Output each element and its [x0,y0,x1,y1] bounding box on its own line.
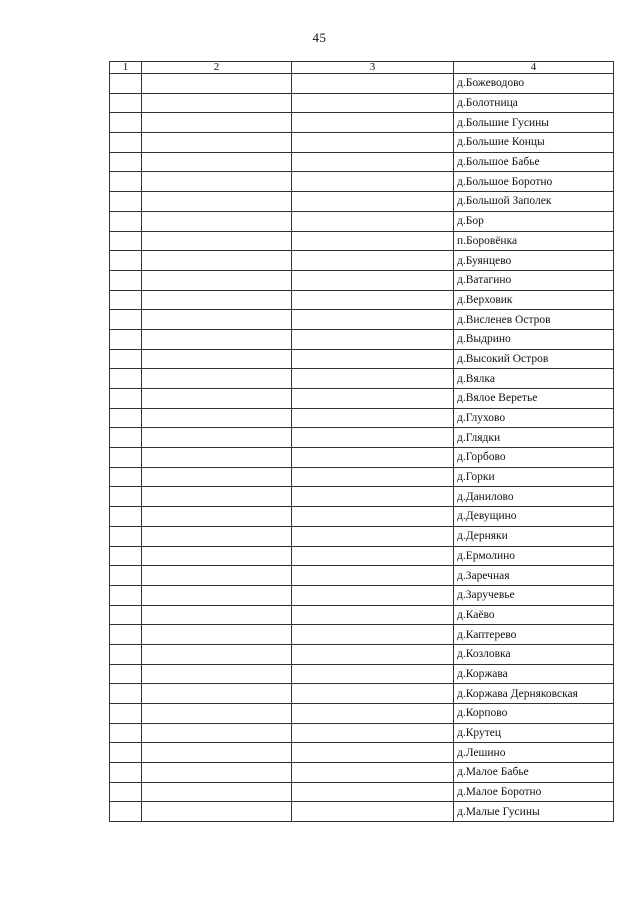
table-row [110,644,614,664]
table-cell-col3 [292,585,454,605]
table-cell-col2 [142,664,292,684]
settlement-name-cell: д.Лешино [454,743,614,763]
page-number: 45 [312,30,327,45]
settlement-name-cell: п.Боровёнка [454,231,614,251]
table-cell-col1 [110,408,142,428]
table-row [110,585,614,605]
table-cell-col1 [110,211,142,231]
table-row [110,763,614,783]
table-cell-col2 [142,566,292,586]
table-row [110,93,614,113]
table-cell-col2 [142,605,292,625]
settlement-name-cell: д.Вялка [454,369,614,389]
settlement-name-cell: д.Большой Заполек [454,192,614,212]
table-cell-col3 [292,487,454,507]
table-cell-col2 [142,743,292,763]
settlement-name-cell: д.Божеводово [454,74,614,94]
settlement-name-cell: д.Корпово [454,704,614,724]
settlement-name-cell: д.Дерняки [454,526,614,546]
settlement-name-cell: д.Бор [454,211,614,231]
table-cell-col3 [292,802,454,822]
table-row [110,172,614,192]
table-row [110,448,614,468]
settlements-table [109,61,614,822]
table-row [110,152,614,172]
table-row [110,192,614,212]
settlement-name-cell: д.Болотница [454,93,614,113]
table-cell-col2 [142,723,292,743]
table-cell-col1 [110,684,142,704]
table-cell-col3 [292,664,454,684]
table-cell-col1 [110,644,142,664]
table-cell-col2 [142,526,292,546]
table-row [110,743,614,763]
table-cell-col1 [110,723,142,743]
table-cell-col3 [292,743,454,763]
table-row [110,251,614,271]
table-cell-col1 [110,546,142,566]
table-cell-col1 [110,448,142,468]
table-cell-col3 [292,684,454,704]
table-cell-col1 [110,743,142,763]
table-row [110,329,614,349]
table-row [110,605,614,625]
table-cell-col2 [142,428,292,448]
table-header-row [110,62,614,74]
table-cell-col3 [292,290,454,310]
settlement-name-cell: д.Коржава [454,664,614,684]
table-cell-col2 [142,802,292,822]
settlement-name-cell: д.Заречная [454,566,614,586]
settlement-name-cell: д.Горки [454,467,614,487]
table-cell-col2 [142,625,292,645]
table-cell-col3 [292,782,454,802]
table-cell-col1 [110,664,142,684]
table-cell-col1 [110,763,142,783]
table-row [110,487,614,507]
table-row [110,664,614,684]
table-cell-col1 [110,467,142,487]
settlement-name-cell: д.Буянцево [454,251,614,271]
table-cell-col3 [292,231,454,251]
table-cell-col2 [142,408,292,428]
table-cell-col3 [292,211,454,231]
table-row [110,782,614,802]
settlement-name-cell: д.Каптерево [454,625,614,645]
column-header-1: 1 [110,62,142,74]
table-cell-col3 [292,428,454,448]
settlement-name-cell: д.Большое Бабье [454,152,614,172]
table-cell-col1 [110,585,142,605]
table-cell-col2 [142,251,292,271]
table-cell-col2 [142,329,292,349]
table-cell-col1 [110,192,142,212]
table-cell-col1 [110,290,142,310]
table-cell-col3 [292,389,454,409]
settlement-name-cell: д.Верховик [454,290,614,310]
table-cell-col1 [110,251,142,271]
table-cell-col2 [142,546,292,566]
table-cell-col2 [142,369,292,389]
column-header-2: 2 [142,62,292,74]
table-row [110,270,614,290]
table-row [110,566,614,586]
table-cell-col2 [142,310,292,330]
table-row [110,310,614,330]
settlement-name-cell: д.Большие Концы [454,133,614,153]
table-row [110,74,614,94]
settlement-name-cell: д.Крутец [454,723,614,743]
table-row [110,625,614,645]
table-cell-col1 [110,605,142,625]
table-row [110,546,614,566]
table-cell-col2 [142,211,292,231]
settlement-name-cell: д.Ватагино [454,270,614,290]
table-cell-col1 [110,802,142,822]
table-cell-col3 [292,723,454,743]
table-cell-col3 [292,448,454,468]
table-cell-col1 [110,428,142,448]
table-cell-col1 [110,507,142,527]
settlement-name-cell: д.Горбово [454,448,614,468]
table-cell-col1 [110,310,142,330]
table-cell-col2 [142,172,292,192]
table-cell-col3 [292,704,454,724]
table-cell-col1 [110,93,142,113]
settlement-name-cell: д.Высокий Остров [454,349,614,369]
table-cell-col2 [142,389,292,409]
table-cell-col2 [142,684,292,704]
settlement-name-cell: д.Выдрино [454,329,614,349]
table-cell-col3 [292,251,454,271]
table-cell-col3 [292,566,454,586]
table-cell-col2 [142,704,292,724]
table-cell-col3 [292,310,454,330]
table-cell-col1 [110,487,142,507]
table-cell-col3 [292,546,454,566]
table-cell-col2 [142,192,292,212]
table-cell-col3 [292,133,454,153]
table-cell-col1 [110,74,142,94]
table-cell-col1 [110,369,142,389]
table-cell-col3 [292,93,454,113]
settlement-name-cell: д.Каёво [454,605,614,625]
table-cell-col1 [110,113,142,133]
settlement-name-cell: д.Девущино [454,507,614,527]
table-cell-col2 [142,231,292,251]
table-cell-col3 [292,74,454,94]
table-cell-col3 [292,369,454,389]
table-cell-col2 [142,290,292,310]
table-row [110,231,614,251]
settlement-name-cell: д.Большое Боротно [454,172,614,192]
table-row [110,349,614,369]
table-row [110,684,614,704]
table-cell-col1 [110,172,142,192]
settlement-name-cell: д.Коржава Дерняковская [454,684,614,704]
table-cell-col3 [292,329,454,349]
table-cell-col2 [142,152,292,172]
settlement-name-cell: д.Козловка [454,644,614,664]
settlement-name-cell: д.Глухово [454,408,614,428]
settlement-name-cell: д.Заручевье [454,585,614,605]
table-cell-col3 [292,763,454,783]
table-cell-col2 [142,349,292,369]
table-cell-col1 [110,133,142,153]
table-cell-col1 [110,270,142,290]
table-cell-col2 [142,270,292,290]
table-cell-col1 [110,526,142,546]
table-row [110,428,614,448]
table-row [110,369,614,389]
table-cell-col2 [142,763,292,783]
table-cell-col2 [142,585,292,605]
table-cell-col3 [292,152,454,172]
table-cell-col2 [142,113,292,133]
table-cell-col3 [292,192,454,212]
table-cell-col2 [142,74,292,94]
column-header-3: 3 [292,62,454,74]
column-header-4: 4 [454,62,614,74]
settlement-name-cell: д.Малое Бабье [454,763,614,783]
table-cell-col2 [142,93,292,113]
table-cell-col1 [110,782,142,802]
table-cell-col3 [292,113,454,133]
table-cell-col1 [110,566,142,586]
table-row [110,389,614,409]
table-cell-col1 [110,329,142,349]
table-cell-col3 [292,467,454,487]
table-row [110,802,614,822]
table-row [110,290,614,310]
table-row [110,113,614,133]
table-row [110,704,614,724]
settlement-name-cell: д.Глядки [454,428,614,448]
table-cell-col2 [142,487,292,507]
table-row [110,408,614,428]
settlement-name-cell: д.Вялое Веретье [454,389,614,409]
table-cell-col1 [110,704,142,724]
table-cell-col3 [292,625,454,645]
table-row [110,467,614,487]
table-cell-col1 [110,231,142,251]
table-cell-col3 [292,172,454,192]
table-cell-col2 [142,133,292,153]
table-cell-col1 [110,152,142,172]
table-cell-col2 [142,644,292,664]
table-cell-col3 [292,644,454,664]
table-cell-col3 [292,605,454,625]
settlement-name-cell: д.Малые Гусины [454,802,614,822]
table-cell-col3 [292,507,454,527]
settlement-name-cell: д.Малое Боротно [454,782,614,802]
table-cell-col3 [292,526,454,546]
table-cell-col1 [110,625,142,645]
table-cell-col3 [292,408,454,428]
table-row [110,133,614,153]
settlement-name-cell: д.Большие Гусины [454,113,614,133]
table-cell-col1 [110,389,142,409]
settlement-name-cell: д.Ермолино [454,546,614,566]
table-row [110,211,614,231]
table-cell-col3 [292,270,454,290]
table-cell-col2 [142,507,292,527]
table-body [110,74,614,822]
table-cell-col2 [142,467,292,487]
table-cell-col2 [142,448,292,468]
table-row [110,723,614,743]
table-cell-col1 [110,349,142,369]
table-cell-col3 [292,349,454,369]
settlement-name-cell: д.Висленев Остров [454,310,614,330]
settlement-name-cell: д.Данилово [454,487,614,507]
table-cell-col2 [142,782,292,802]
table-row [110,526,614,546]
table-row [110,507,614,527]
